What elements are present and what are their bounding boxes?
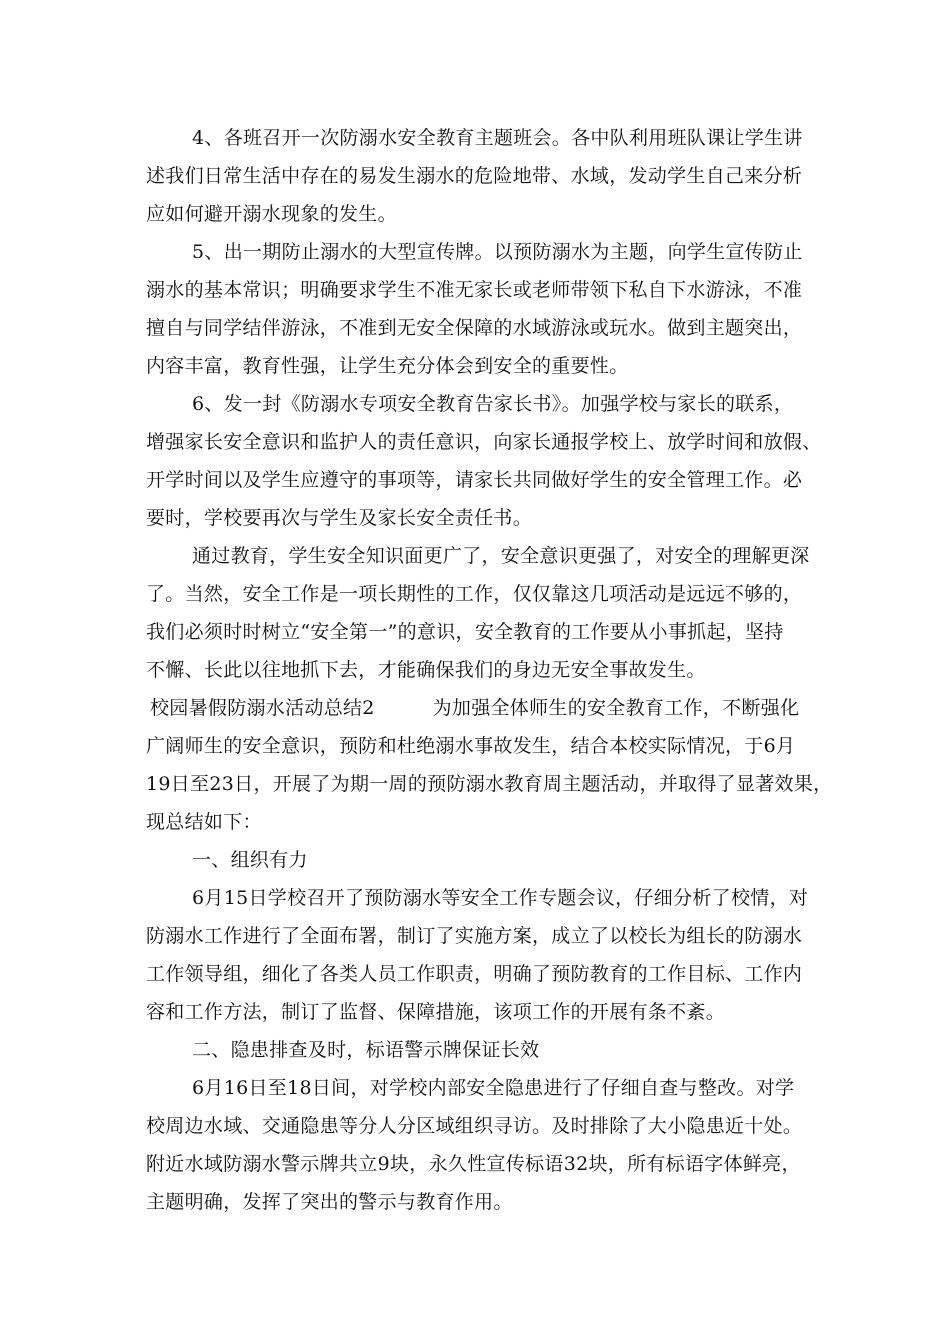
text-line: 容和工作方法，制订了监督、保障措施，该项工作的开展有条不紊。 (146, 1001, 726, 1023)
text-line: 19日至23日，开展了为期一周的预防溺水教育周主题活动，并取得了显著效果， (146, 773, 833, 795)
text-line: 防溺水工作进行了全面布署，制订了实施方案，成立了以校长为组长的防溺水 (146, 925, 803, 947)
text-line: 校周边水域、交通隐患等分人分区域组织寻访。及时排除了大小隐患近十处。 (146, 1115, 803, 1137)
text-line: 了。当然，安全工作是一项长期性的工作，仅仅靠这几项活动是远远不够的， (146, 583, 803, 605)
text-line: 附近水域防溺水警示牌共立9块，永久性宣传标语32块，所有标语字体鲜亮， (146, 1153, 801, 1175)
text-line: 5、出一期防止溺水的大型宣传牌。以预防溺水为主题，向学生宣传防止 (192, 241, 803, 263)
text-line: 擅自与同学结伴游泳，不准到无安全保障的水域游泳或玩水。做到主题突出， (146, 317, 803, 339)
text-line: 述我们日常生活中存在的易发生溺水的危险地带、水域，发动学生自己来分析 (146, 165, 803, 187)
text-line: 开学时间以及学生应遵守的事项等，请家长共同做好学生的安全管理工作。必 (146, 469, 803, 491)
text-line: 4、各班召开一次防溺水安全教育主题班会。各中队利用班队课让学生讲 (192, 127, 803, 149)
text-line: 校园暑假防溺水活动总结2 为加强全体师生的安全教育工作，不断强化 (150, 697, 800, 719)
text-line: 主题明确，发挥了突出的警示与教育作用。 (146, 1191, 513, 1213)
text-line: 6月16日至18日间，对学校内部安全隐患进行了仔细自查与整改。对学 (192, 1077, 795, 1099)
text-line: 不懈、长此以往地抓下去，才能确保我们的身边无安全事故发生。 (146, 659, 706, 681)
section-heading: 一、组织有力 (192, 849, 308, 871)
text-line: 通过教育，学生安全知识面更广了，安全意识更强了，对安全的理解更深 (192, 545, 810, 567)
text-line: 增强家长安全意识和监护人的责任意识，向家长通报学校上、放学时间和放假、 (146, 431, 822, 453)
section-heading: 二、隐患排查及时，标语警示牌保证长效 (192, 1039, 540, 1061)
text-line: 6、发一封《防溺水专项安全教育告家长书》。加强学校与家长的联系， (192, 393, 794, 415)
text-line: 溺水的基本常识；明确要求学生不准无家长或老师带领下私自下水游泳，不准 (146, 279, 803, 301)
text-line: 广阔师生的安全意识，预防和杜绝溺水事故发生，结合本校实际情况，于6月 (146, 735, 796, 757)
text-line: 要时，学校要再次与学生及家长安全责任书。 (146, 507, 533, 529)
text-line: 现总结如下： (146, 811, 262, 833)
text-line: 我们必须时时树立“安全第一”的意识，安全教育的工作要从小事抓起，坚持 (146, 621, 784, 643)
text-line: 内容丰富，教育性强，让学生充分体会到安全的重要性。 (146, 355, 629, 377)
text-line: 应如何避开溺水现象的发生。 (146, 203, 397, 225)
text-line: 6月15日学校召开了预防溺水等安全工作专题会议，仔细分析了校情，对 (192, 887, 809, 909)
text-line: 工作领导组，细化了各类人员工作职责，明确了预防教育的工作目标、工作内 (146, 963, 803, 985)
